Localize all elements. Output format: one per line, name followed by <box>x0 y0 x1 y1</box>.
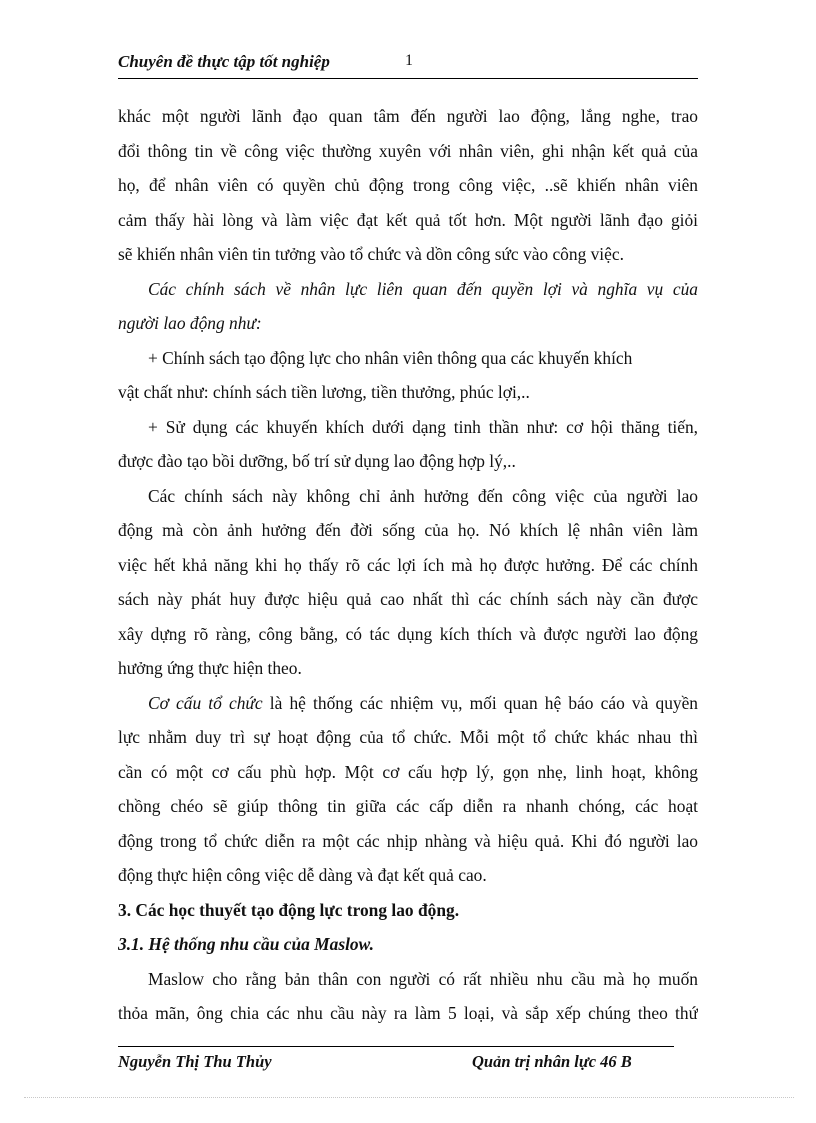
text-line: người lao động như: <box>118 313 262 333</box>
page-header <box>118 52 698 78</box>
text-line: động mà còn ảnh hưởng đến đời sống của họ. Nó khích lệ nhân viên làm <box>118 520 698 540</box>
text-line: vật chất như: chính sách tiền lương, tiền thưởng, phúc lợi,.. <box>118 382 530 402</box>
section-heading: 3. Các học thuyết tạo động lực trong lao động. <box>118 899 460 920</box>
page-edge <box>24 1097 794 1098</box>
text-line: chồng chéo sẽ giúp thông tin giữa các cấp diễn ra nhanh chóng, các hoạt <box>118 796 698 816</box>
text-line: lực nhằm duy trì sự hoạt động của tổ chức. Mỗi một tổ chức khác nhau thì <box>118 727 698 747</box>
text-line: động thực hiện công việc dễ dàng và đạt kết quả cao. <box>118 865 487 885</box>
header-rule <box>118 78 698 79</box>
subsection-heading: 3.1. Hệ thống nhu cầu của Maslow. <box>118 934 374 954</box>
text-run: là hệ thống các nhiệm vụ, mối quan hệ báo cáo và quyền <box>262 692 698 713</box>
text-line: cảm thấy hài lòng và làm việc đạt kết quả tốt hơn. Một người lãnh đạo giỏi <box>118 209 698 230</box>
page-number: 1 <box>405 52 413 69</box>
text-line: khác một người lãnh đạo quan tâm đến người lao động, lắng nghe, trao <box>118 106 698 126</box>
text-line: Maslow cho rằng bản thân con người có rất nhiều nhu cầu mà họ muốn <box>148 968 698 989</box>
text-line <box>118 686 698 721</box>
text-line: + Chính sách tạo động lực cho nhân viên thông qua các khuyến khích <box>148 347 633 368</box>
text-line: họ, để nhân viên có quyền chủ động trong công việc, ..sẽ khiến nhân viên <box>118 175 698 195</box>
text-line: đổi thông tin về công việc thường xuyên với nhân viên, ghi nhận kết quả của <box>118 140 698 161</box>
text-line: xây dựng rõ ràng, công bằng, có tác dụng kích thích và được người lao động <box>118 623 698 644</box>
footer-rule <box>118 1046 674 1047</box>
text-line: cần có một cơ cấu phù hợp. Một cơ cấu hợp lý, gọn nhẹ, linh hoạt, không <box>118 761 698 782</box>
text-line: Các chính sách này không chỉ ảnh hưởng đến công việc của người lao <box>148 485 698 506</box>
footer-author: Nguyễn Thị Thu Thủy <box>118 1052 272 1071</box>
header-title: Chuyên đề thực tập tốt nghiệp <box>118 52 330 71</box>
text-line: + Sử dụng các khuyến khích dưới dạng tinh thần như: cơ hội thăng tiến, <box>148 416 698 437</box>
text-line: hưởng ứng thực hiện theo. <box>118 658 302 678</box>
text-line: sách này phát huy được hiệu quả cao nhất thì các chính sách này cần được <box>118 589 698 609</box>
text-line: sẽ khiến nhân viên tin tưởng vào tổ chức và dồn công sức vào công việc. <box>118 244 624 264</box>
text-line: được đào tạo bồi dưỡng, bố trí sử dụng lao động hợp lý,.. <box>118 451 516 471</box>
text-line: Các chính sách về nhân lực liên quan đến quyền lợi và nghĩa vụ của <box>148 278 698 299</box>
text-line: thỏa mãn, ông chia các nhu cầu này ra làm 5 loại, và sắp xếp chúng theo thứ <box>118 1003 698 1023</box>
document-body <box>118 99 698 1031</box>
text-line: việc hết khả năng khi họ thấy rõ các lợi ích mà họ được hưởng. Để các chính <box>118 554 698 575</box>
footer-class: Quản trị nhân lực 46 B <box>472 1052 632 1071</box>
text-line: động trong tổ chức diễn ra một các nhịp nhàng và hiệu quả. Khi đó người lao <box>118 830 698 851</box>
term-italic: Cơ cấu tổ chức <box>148 692 263 713</box>
